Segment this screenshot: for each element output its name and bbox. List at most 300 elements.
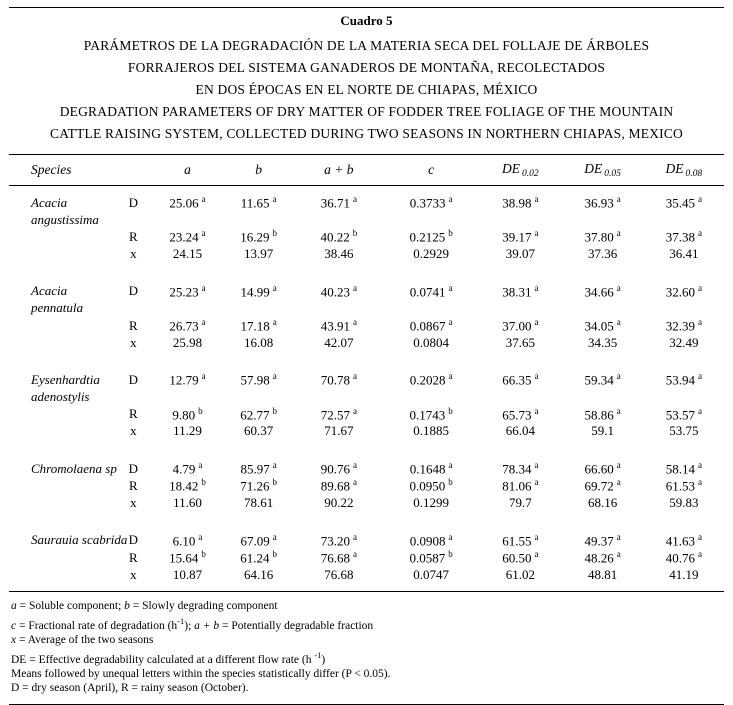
value-text: 0.1299 xyxy=(413,495,449,511)
value-cell xyxy=(644,460,724,477)
footnote-text: a xyxy=(11,600,17,613)
value-text: 36.41 xyxy=(669,246,699,262)
species-cell: Chromolaena sp xyxy=(31,460,117,476)
significance-letter: a xyxy=(448,459,453,470)
value-cell xyxy=(561,460,643,477)
table-row xyxy=(9,228,724,245)
value-cell xyxy=(295,477,383,494)
significance-letter: a xyxy=(272,459,277,470)
spacer-cell xyxy=(9,351,724,371)
value-text: 35.45 xyxy=(665,195,695,211)
significance-letter: a xyxy=(272,371,277,382)
value-text: 43.91 xyxy=(320,318,350,334)
value-cell xyxy=(383,228,479,245)
value-text: 34.35 xyxy=(587,334,618,350)
table-row xyxy=(9,371,724,388)
table-row xyxy=(9,566,724,583)
value-cell xyxy=(295,566,383,583)
value-cell xyxy=(223,371,295,388)
significance-letter: a xyxy=(352,371,357,382)
season-cell: x xyxy=(130,423,137,439)
value-cell xyxy=(295,211,383,228)
de-sub-005: 0.05 xyxy=(604,169,621,180)
spacer-cell xyxy=(9,440,724,460)
value-text: 0.0587 xyxy=(409,550,446,566)
season-cell: R xyxy=(128,406,138,422)
value-text: 61.02 xyxy=(505,566,535,582)
value-cell xyxy=(152,532,222,549)
significance-letter: b xyxy=(448,477,453,488)
value-text: 25.06 xyxy=(169,195,199,211)
significance-letter: a xyxy=(352,459,357,470)
value-text: 48.26 xyxy=(584,550,614,566)
value-text: 66.04 xyxy=(505,423,535,439)
footnote-line xyxy=(11,599,722,614)
value-text: 58.14 xyxy=(665,461,695,477)
value-text: 38.46 xyxy=(324,246,354,262)
significance-letter: a xyxy=(534,371,539,382)
significance-letter: a xyxy=(697,548,702,559)
value-text: 62.77 xyxy=(240,406,270,422)
table-row xyxy=(9,477,724,494)
significance-letter: b xyxy=(201,477,206,488)
value-cell xyxy=(223,246,295,263)
significance-letter: a xyxy=(616,531,621,542)
value-cell xyxy=(223,406,295,423)
value-cell xyxy=(561,549,643,566)
value-text: 36.71 xyxy=(320,195,350,211)
significance-letter: a xyxy=(352,405,357,416)
value-cell xyxy=(223,423,295,440)
value-cell xyxy=(644,211,724,228)
significance-letter: a xyxy=(534,459,539,470)
table-row xyxy=(9,406,724,423)
species-cell xyxy=(9,406,114,423)
significance-letter: a xyxy=(352,531,357,542)
significance-letter: b xyxy=(201,548,206,559)
value-cell xyxy=(152,406,222,423)
significance-letter: b xyxy=(272,405,278,416)
species-cell: Saurauia scabrida xyxy=(31,532,128,548)
significance-letter: a xyxy=(534,405,539,416)
value-text: 90.22 xyxy=(324,495,354,511)
significance-letter: a xyxy=(352,316,357,327)
significance-letter: a xyxy=(352,194,357,204)
value-cell xyxy=(383,194,479,211)
value-cell xyxy=(644,317,724,334)
footnote-text: = Soluble component; xyxy=(16,600,125,613)
value-cell xyxy=(479,211,561,228)
value-cell xyxy=(383,406,479,423)
value-text: 11.65 xyxy=(240,195,270,211)
value-text: 71.67 xyxy=(324,423,354,439)
value-cell xyxy=(152,228,222,245)
value-cell xyxy=(561,423,643,440)
footnote-text: b xyxy=(124,600,130,613)
value-cell xyxy=(561,246,643,263)
significance-letter: b xyxy=(352,228,358,239)
footnote-text: = Potentially degradable fraction xyxy=(219,619,374,632)
value-text: 42.07 xyxy=(324,334,354,350)
value-cell xyxy=(479,549,561,566)
value-cell xyxy=(561,532,643,549)
value-cell xyxy=(223,477,295,494)
significance-letter: a xyxy=(697,316,702,327)
value-cell xyxy=(295,300,383,317)
value-text: 72.57 xyxy=(320,406,350,422)
species-cell xyxy=(9,495,114,512)
value-cell xyxy=(152,460,222,477)
value-text: 36.93 xyxy=(584,195,614,211)
value-cell xyxy=(644,549,724,566)
value-cell xyxy=(561,566,643,583)
value-cell xyxy=(479,300,561,317)
significance-letter: a xyxy=(352,282,357,293)
significance-letter: a xyxy=(616,459,621,470)
species-cell: adenostylis xyxy=(31,389,90,405)
value-text: 18.42 xyxy=(169,478,199,494)
value-text: 11.60 xyxy=(173,495,202,511)
significance-letter: b xyxy=(198,405,203,416)
value-text: 78.34 xyxy=(502,461,532,477)
title-line-spanish-1: PARÁMETROS DE LA DEGRADACIÓN DE LA MATERIA SECA DEL FOLLAJE DE ÁRBOLES xyxy=(83,38,650,53)
season-cell xyxy=(114,211,152,228)
significance-letter: a xyxy=(534,228,539,239)
value-cell xyxy=(383,549,479,566)
value-text: 0.1648 xyxy=(409,461,446,477)
significance-letter: a xyxy=(198,459,203,470)
season-cell: R xyxy=(128,228,138,244)
season-cell: x xyxy=(130,495,137,511)
value-text: 59.83 xyxy=(669,495,699,511)
significance-letter: a xyxy=(697,405,702,416)
table-row xyxy=(9,317,724,334)
value-cell xyxy=(152,495,222,512)
value-cell xyxy=(644,334,724,351)
value-text: 13.97 xyxy=(244,246,274,262)
degradation-table xyxy=(9,154,724,592)
significance-letter: a xyxy=(201,371,206,382)
footnote-text: = Slowly degrading component xyxy=(129,600,278,613)
value-cell xyxy=(561,334,643,351)
value-cell xyxy=(479,423,561,440)
value-text: 10.87 xyxy=(172,566,203,582)
value-text: 0.2929 xyxy=(413,246,449,262)
table-row xyxy=(9,283,724,300)
header-row xyxy=(9,155,724,186)
spacer-row xyxy=(9,440,724,460)
value-cell xyxy=(383,317,479,334)
value-text: 32.60 xyxy=(665,283,695,299)
value-text: 0.0908 xyxy=(409,532,446,548)
value-text: 66.60 xyxy=(584,461,614,477)
value-text: 90.76 xyxy=(320,461,350,477)
value-cell xyxy=(223,334,295,351)
value-text: 25.23 xyxy=(169,283,199,299)
significance-letter: a xyxy=(448,282,453,293)
footnote-line xyxy=(11,681,722,696)
species-cell: Acacia xyxy=(31,283,68,299)
value-text: 38.98 xyxy=(502,195,532,211)
value-text: 48.81 xyxy=(587,566,618,582)
de-sub-008: 0.08 xyxy=(685,169,703,180)
value-text: 81.06 xyxy=(502,478,532,494)
value-text: 0.1885 xyxy=(413,423,449,439)
value-cell xyxy=(644,406,724,423)
title-line-spanish-3: EN DOS ÉPOCAS EN EL NORTE DE CHIAPAS, MÉXICO xyxy=(195,82,538,97)
value-text: 40.23 xyxy=(320,283,350,299)
value-cell xyxy=(223,389,295,406)
value-text: 0.0950 xyxy=(409,478,446,494)
value-text: 39.17 xyxy=(502,229,532,245)
species-cell xyxy=(9,334,114,351)
value-text: 85.97 xyxy=(240,461,270,477)
significance-letter: a xyxy=(534,194,539,204)
value-text: 53.57 xyxy=(665,406,695,422)
value-cell xyxy=(644,194,724,211)
season-cell xyxy=(114,389,152,406)
value-text: 38.31 xyxy=(502,283,532,299)
value-cell xyxy=(561,211,643,228)
species-cell xyxy=(9,246,114,263)
value-cell xyxy=(561,371,643,388)
season-cell: x xyxy=(130,334,137,350)
season-cell: x xyxy=(130,246,137,262)
value-cell xyxy=(295,371,383,388)
value-text: 70.78 xyxy=(320,372,350,388)
value-cell xyxy=(383,389,479,406)
value-cell xyxy=(295,317,383,334)
significance-letter: a xyxy=(616,228,621,239)
value-cell xyxy=(479,317,561,334)
value-cell xyxy=(479,477,561,494)
value-cell xyxy=(383,566,479,583)
value-cell xyxy=(383,371,479,388)
value-cell xyxy=(295,549,383,566)
significance-letter: a xyxy=(448,531,453,542)
value-cell xyxy=(479,566,561,583)
value-cell xyxy=(479,246,561,263)
significance-letter: a xyxy=(616,405,621,416)
footnote-text: ); xyxy=(184,619,195,632)
footnote-text: x xyxy=(11,634,17,647)
value-text: 0.2028 xyxy=(409,372,446,388)
footnote-text: Means followed by unequal letters within the species statistically differ (P < 0.05). xyxy=(11,667,391,680)
value-text: 89.68 xyxy=(320,478,350,494)
value-cell xyxy=(295,334,383,351)
value-cell xyxy=(223,211,295,228)
value-cell xyxy=(479,406,561,423)
significance-letter: a xyxy=(534,282,539,293)
footnote-text: D = dry season (April), R = rainy season (October). xyxy=(11,682,249,695)
value-text: 9.80 xyxy=(172,406,196,422)
col-header-de-008 xyxy=(644,155,724,186)
col-header-species: Species xyxy=(9,155,114,186)
spacer-cell xyxy=(9,263,724,283)
value-cell xyxy=(561,300,643,317)
value-cell xyxy=(223,228,295,245)
season-cell: D xyxy=(128,371,139,387)
value-text: 61.55 xyxy=(502,532,532,548)
significance-letter: b xyxy=(272,548,278,559)
value-text: 16.08 xyxy=(244,334,274,350)
value-cell xyxy=(295,194,383,211)
significance-letter: a xyxy=(201,194,206,204)
footnote-text: DE = Effective degradability calculated at a different flow rate (h xyxy=(11,653,315,666)
value-cell xyxy=(479,334,561,351)
value-cell xyxy=(223,460,295,477)
species-cell xyxy=(9,228,114,245)
value-cell xyxy=(152,549,222,566)
value-cell xyxy=(644,300,724,317)
significance-letter: a xyxy=(534,548,539,559)
value-cell xyxy=(295,532,383,549)
value-text: 60.50 xyxy=(502,550,532,566)
table-row xyxy=(9,389,724,406)
value-cell xyxy=(383,246,479,263)
value-text: 65.73 xyxy=(502,406,532,422)
value-text: 6.10 xyxy=(172,532,196,548)
value-cell xyxy=(152,334,222,351)
footnote-text: a + b xyxy=(194,619,220,632)
value-cell xyxy=(561,194,643,211)
value-cell xyxy=(152,317,222,334)
value-text: 60.37 xyxy=(244,423,274,439)
spacer-row xyxy=(9,263,724,283)
table-row xyxy=(9,246,724,263)
season-cell: D xyxy=(128,460,139,476)
species-cell xyxy=(9,317,114,334)
significance-letter: b xyxy=(448,228,453,239)
value-cell xyxy=(479,194,561,211)
value-cell xyxy=(295,228,383,245)
value-text: 24.15 xyxy=(172,246,203,262)
value-cell xyxy=(152,211,222,228)
value-text: 23.24 xyxy=(169,229,199,245)
value-cell xyxy=(223,566,295,583)
species-cell: Eysenhardtia xyxy=(31,371,100,387)
de-label: DE xyxy=(665,160,684,176)
species-cell xyxy=(9,477,114,494)
value-cell xyxy=(383,460,479,477)
significance-letter: a xyxy=(352,477,357,488)
spacer-row xyxy=(9,512,724,532)
significance-letter: b xyxy=(272,228,278,239)
value-text: 61.53 xyxy=(665,478,695,494)
value-text: 53.75 xyxy=(669,423,699,439)
value-text: 67.09 xyxy=(240,532,270,548)
value-cell xyxy=(479,532,561,549)
de-label: DE xyxy=(584,160,603,176)
value-cell xyxy=(295,406,383,423)
value-text: 59.34 xyxy=(584,372,614,388)
value-cell xyxy=(223,549,295,566)
value-cell xyxy=(152,566,222,583)
value-cell xyxy=(152,389,222,406)
significance-letter: a xyxy=(201,228,206,239)
col-header-de-005 xyxy=(561,155,643,186)
value-text: 11.29 xyxy=(173,423,202,439)
value-cell xyxy=(295,495,383,512)
table-row xyxy=(9,532,724,549)
footnote-text: = Average of the two seasons xyxy=(16,634,154,647)
significance-letter: a xyxy=(201,282,206,293)
value-text: 4.79 xyxy=(172,461,196,477)
value-text: 0.1743 xyxy=(409,406,446,422)
value-cell xyxy=(383,334,479,351)
value-cell xyxy=(644,283,724,300)
value-cell xyxy=(295,423,383,440)
significance-letter: a xyxy=(616,477,621,488)
significance-letter: a xyxy=(616,548,621,559)
value-text: 71.26 xyxy=(240,478,270,494)
table-row xyxy=(9,423,724,440)
value-text: 41.19 xyxy=(669,566,699,582)
significance-letter: a xyxy=(697,531,702,542)
value-text: 12.79 xyxy=(169,372,199,388)
value-cell xyxy=(479,228,561,245)
value-cell xyxy=(561,317,643,334)
value-cell xyxy=(479,371,561,388)
table-row xyxy=(9,495,724,512)
value-cell xyxy=(644,246,724,263)
table-row xyxy=(9,334,724,351)
season-cell xyxy=(114,300,152,317)
spacer-cell xyxy=(9,583,724,592)
significance-letter: a xyxy=(616,316,621,327)
value-text: 37.36 xyxy=(587,246,618,262)
significance-letter: a xyxy=(697,194,702,204)
significance-letter: a xyxy=(352,548,357,559)
footnote-text: = Fractional rate of degradation (h xyxy=(16,619,178,632)
table-body xyxy=(9,186,724,592)
value-cell xyxy=(383,495,479,512)
footnote-superscript: -1 xyxy=(177,615,185,626)
value-text: 37.65 xyxy=(505,334,535,350)
spacer-row xyxy=(9,583,724,592)
value-cell xyxy=(644,566,724,583)
value-text: 73.20 xyxy=(320,532,350,548)
value-cell xyxy=(561,406,643,423)
value-cell xyxy=(223,532,295,549)
significance-letter: a xyxy=(697,228,702,239)
value-cell xyxy=(644,389,724,406)
value-cell xyxy=(561,283,643,300)
value-cell xyxy=(152,246,222,263)
value-cell xyxy=(295,246,383,263)
value-text: 14.99 xyxy=(240,283,270,299)
significance-letter: a xyxy=(272,194,277,204)
value-cell xyxy=(383,283,479,300)
value-text: 15.64 xyxy=(169,550,199,566)
value-cell xyxy=(383,211,479,228)
value-text: 0.0867 xyxy=(409,318,446,334)
value-cell xyxy=(223,300,295,317)
value-cell xyxy=(644,423,724,440)
significance-letter: a xyxy=(272,282,277,293)
species-cell: pennatula xyxy=(31,300,83,316)
value-text: 0.0804 xyxy=(413,334,449,350)
value-cell xyxy=(561,495,643,512)
value-text: 37.00 xyxy=(502,318,532,334)
footnote-superscript: -1 xyxy=(314,649,322,660)
season-cell: D xyxy=(128,194,139,210)
value-cell xyxy=(644,495,724,512)
value-cell xyxy=(561,477,643,494)
spacer-row xyxy=(9,186,724,195)
significance-letter: a xyxy=(534,531,539,542)
value-cell xyxy=(561,228,643,245)
